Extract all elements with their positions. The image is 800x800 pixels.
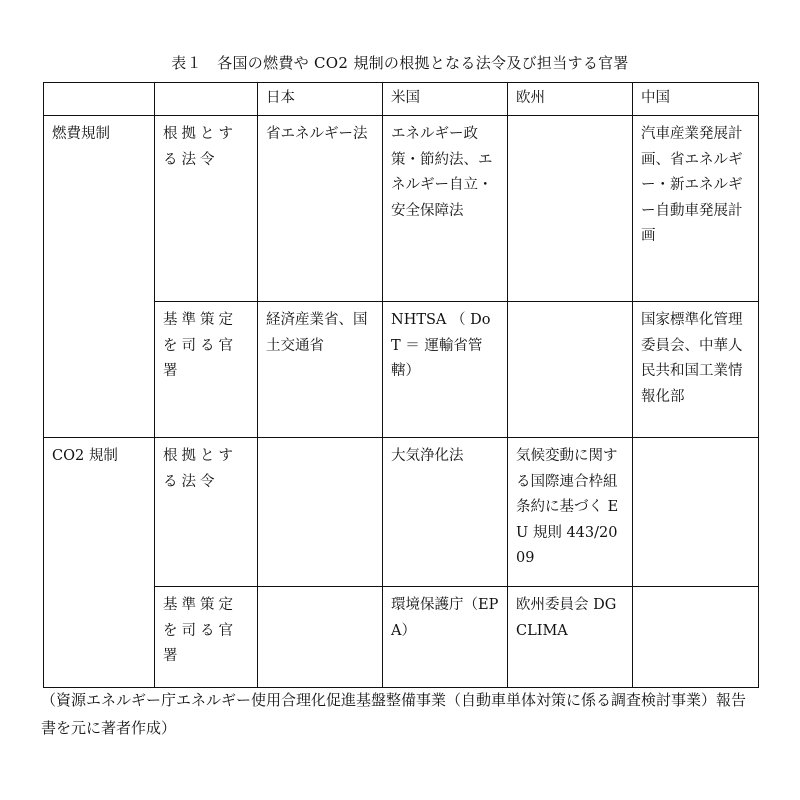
category-co2: CO2 規制 bbox=[44, 438, 155, 688]
table-row bbox=[44, 438, 759, 587]
header-china: 中国 bbox=[633, 83, 759, 116]
cell-co2-law-japan bbox=[258, 438, 383, 587]
regulation-table bbox=[43, 82, 759, 688]
cell-fuel-agency-usa: NHTSA （ DoT ＝ 運輸省管轄） bbox=[383, 302, 508, 438]
row-label-agency: 基準策定を司る官署 bbox=[155, 587, 258, 688]
cell-fuel-law-japan: 省エネルギー法 bbox=[258, 116, 383, 302]
cell-co2-law-china bbox=[633, 438, 759, 587]
header-blank-category bbox=[44, 83, 155, 116]
cell-fuel-agency-china: 国家標準化管理委員会、中華人民共和国工業情報化部 bbox=[633, 302, 759, 438]
cell-co2-agency-japan bbox=[258, 587, 383, 688]
cell-fuel-agency-europe bbox=[508, 302, 633, 438]
row-label-law: 根拠とする法令 bbox=[155, 116, 258, 302]
header-blank-item bbox=[155, 83, 258, 116]
cell-co2-agency-usa: 環境保護庁（EPA） bbox=[383, 587, 508, 688]
cell-fuel-law-china: 汽車産業発展計画、省エネルギー・新エネルギー自動車発展計画 bbox=[633, 116, 759, 302]
header-japan: 日本 bbox=[258, 83, 383, 116]
category-fuel-economy: 燃費規制 bbox=[44, 116, 155, 438]
cell-fuel-agency-japan: 経済産業省、国土交通省 bbox=[258, 302, 383, 438]
row-label-law: 根拠とする法令 bbox=[155, 438, 258, 587]
cell-fuel-law-europe bbox=[508, 116, 633, 302]
cell-fuel-law-usa: エネルギー政策・節約法、エネルギー自立・安全保障法 bbox=[383, 116, 508, 302]
cell-co2-agency-europe: 欧州委員会 DG CLIMA bbox=[508, 587, 633, 688]
cell-co2-agency-china bbox=[633, 587, 759, 688]
row-label-agency: 基準策定を司る官署 bbox=[155, 302, 258, 438]
table-header-row bbox=[44, 83, 759, 116]
header-usa: 米国 bbox=[383, 83, 508, 116]
source-footnote: （資源エネルギー庁エネルギー使用合理化促進基盤整備事業（自動車単体対策に係る調査検討事業）報告書を元に著者作成） bbox=[41, 691, 747, 737]
cell-co2-law-europe: 気候変動に関する国際連合枠組条約に基づく EU 規則 443/2009 bbox=[508, 438, 633, 587]
table-caption: 表１ 各国の燃費や CO2 規制の根拠となる法令及び担当する官署 bbox=[171, 54, 629, 72]
table-row bbox=[44, 116, 759, 302]
header-europe: 欧州 bbox=[508, 83, 633, 116]
cell-co2-law-usa: 大気浄化法 bbox=[383, 438, 508, 587]
